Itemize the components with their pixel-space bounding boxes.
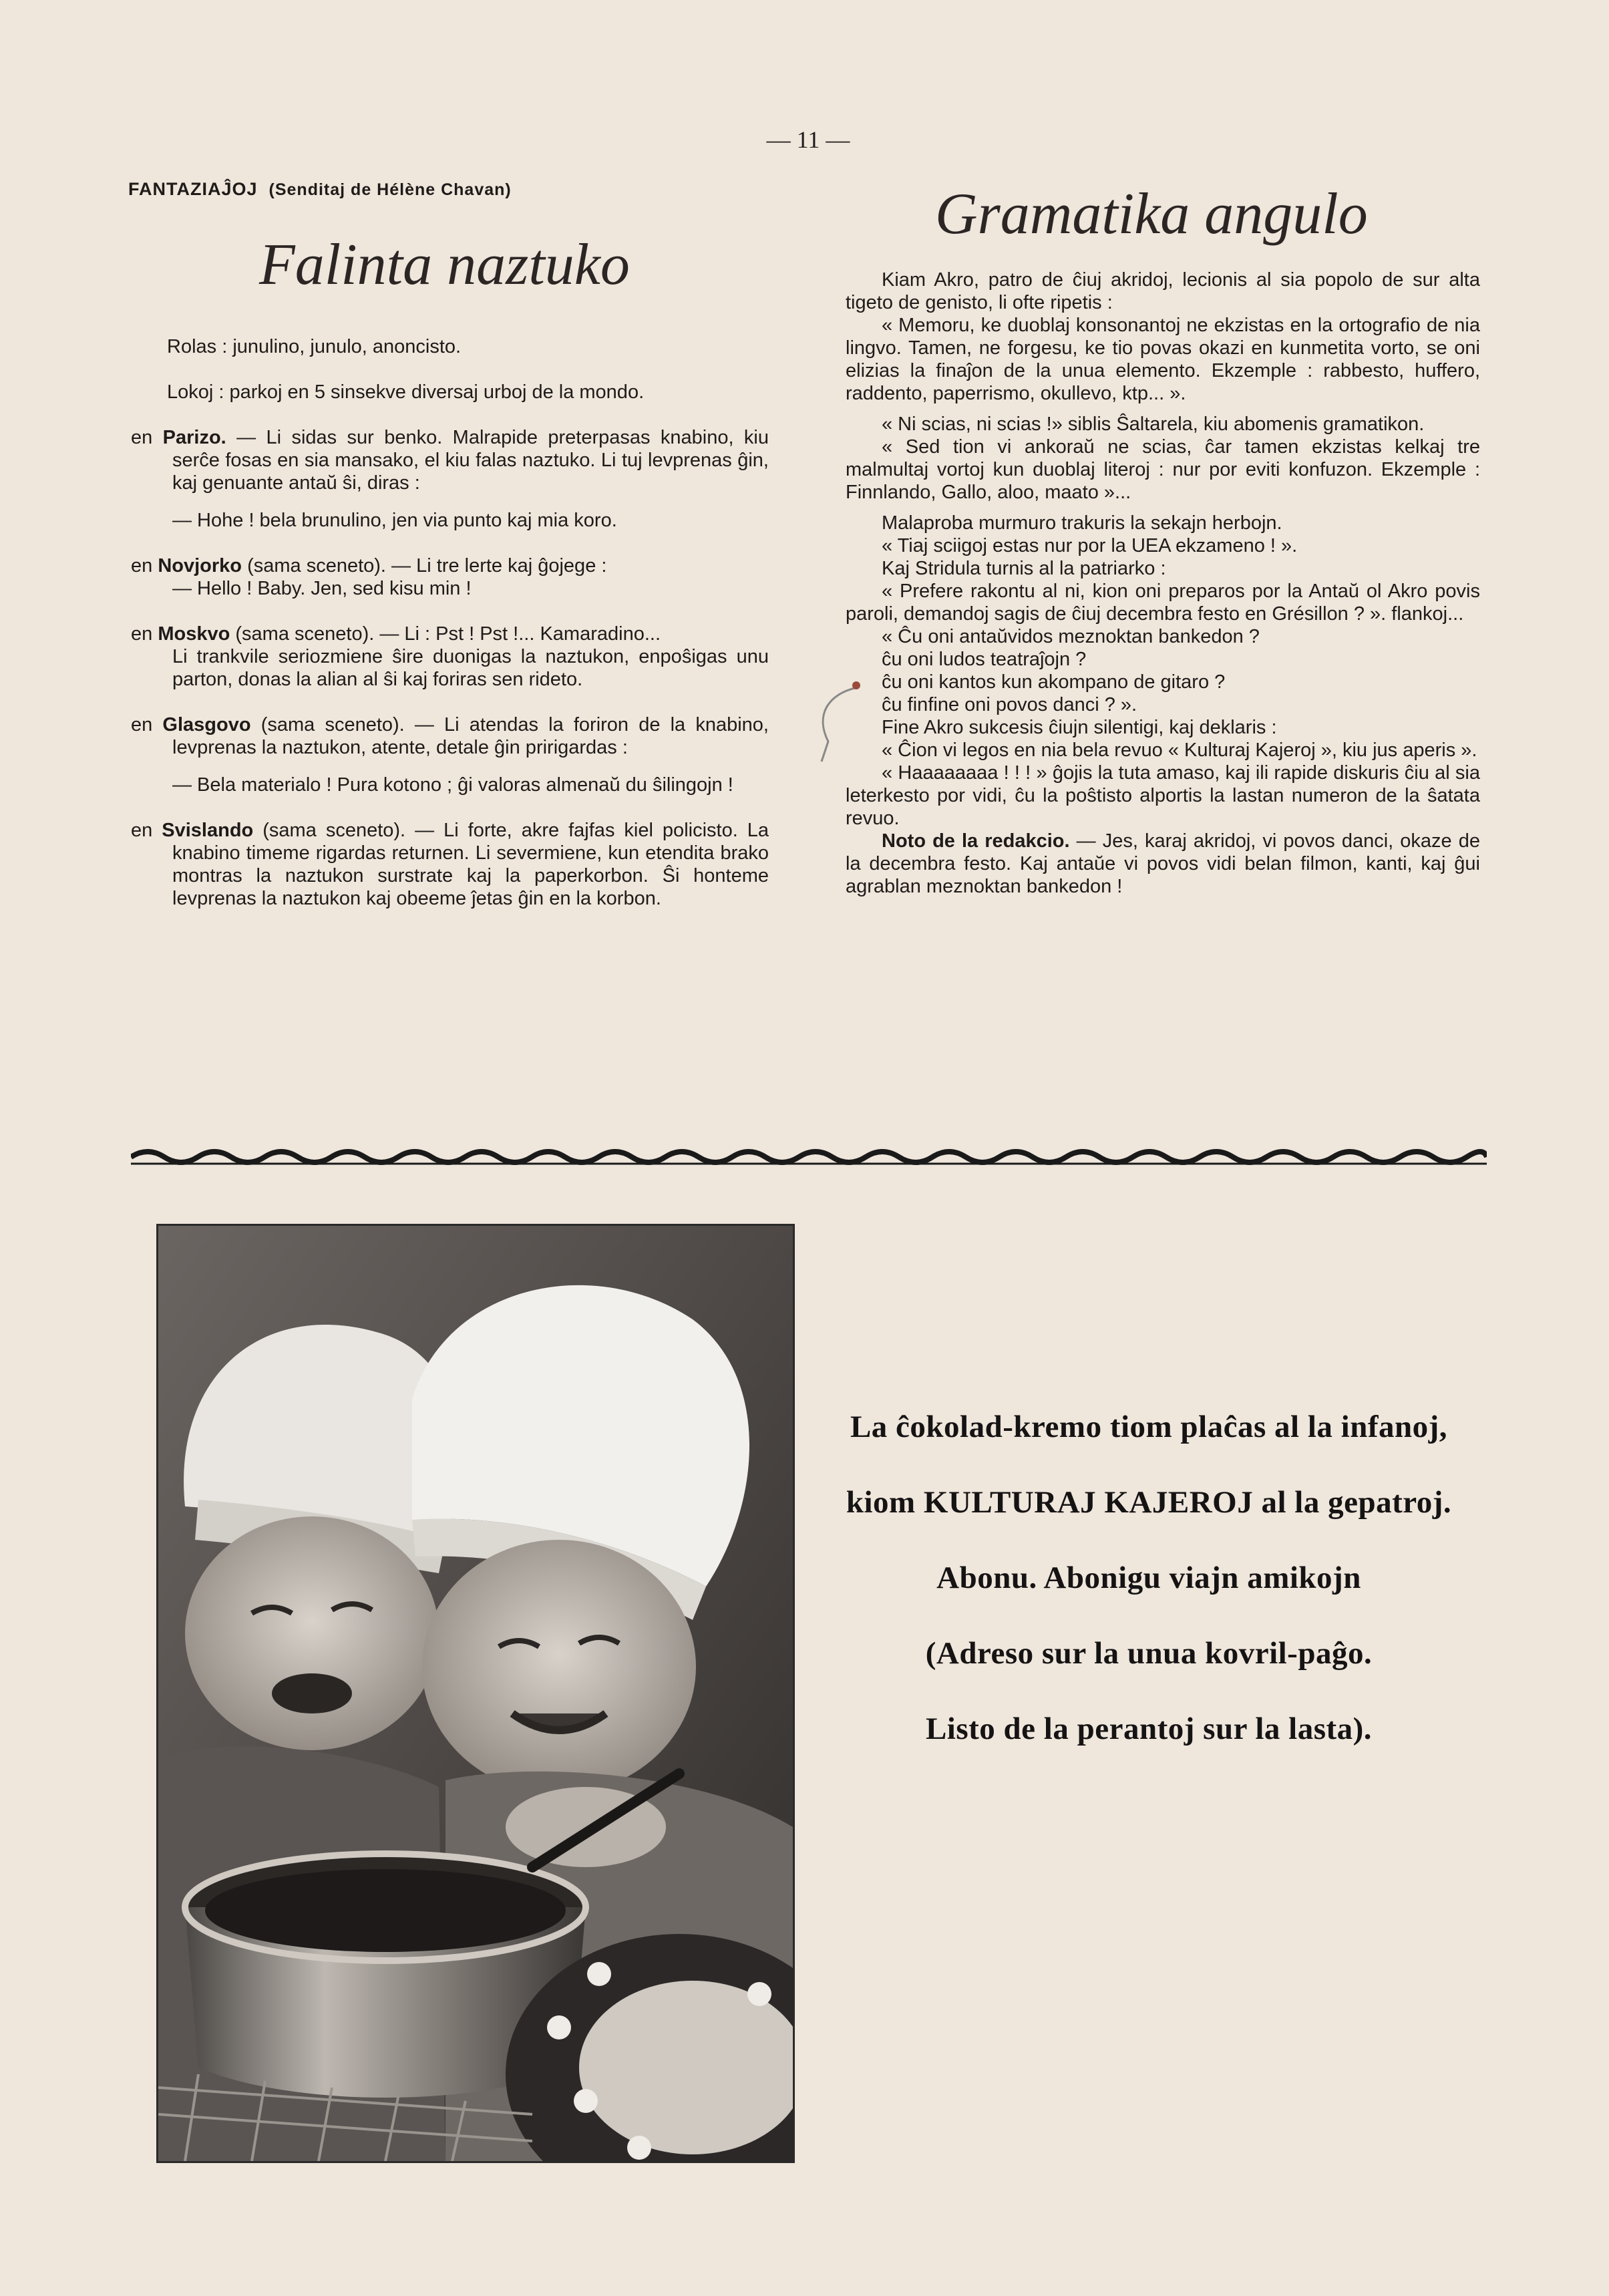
left-article-title: Falinta naztuko <box>259 232 630 297</box>
advert-line: Listo de la perantoj sur la lasta). <box>925 1711 1373 1746</box>
paragraph: Fine Akro sukcesis ĉiujn silentigi, kaj deklaris : <box>882 717 1277 738</box>
paragraph: « Memoru, ke duoblaj konsonantoj ne ekzistas en la ortografio de nia lingvo. Tamen, ne forgesu, ke tio povas okazi en kunmetita vorto, se oni elizias la finaĵon de la unua elemento. Ekzemple : rabbesto, huffero, raddento, paperrismo, okullevo, ktp... ». <box>846 315 1480 404</box>
scene-switzerland <box>131 819 769 910</box>
scene-moscow <box>131 623 769 645</box>
scene-quote: — Hello ! Baby. Jen, sed kisu min ! <box>172 578 472 599</box>
scene-text: (sama sceneto). — Li tre lerte kaj ĝojege : <box>247 555 607 577</box>
wave-divider <box>131 1144 1487 1170</box>
advert-line: Abonu. Abonigu viajn amikojn <box>936 1561 1361 1595</box>
paragraph: Malaproba murmuro trakuris la sekajn herbojn. <box>882 512 1282 534</box>
right-article-title: Gramatika angulo <box>935 182 1368 247</box>
paragraph: « Haaaaaaaa ! ! ! » ĝojis la tuta amaso, kaj ili rapide diskuris ĉiu al sia leterkesto por vidi, ĉu la poŝtisto alportis la lastan numeron de la ŝatata revuo. <box>846 762 1480 829</box>
paragraph: « Ni scias, ni scias !» siblis Ŝaltarela, kiu abomenis gramatikon. <box>882 414 1425 435</box>
scene-text: (sama sceneto). — Li : Pst ! Pst !... Kamaradino... <box>235 623 661 645</box>
scene-city: Glasgovo <box>162 714 251 735</box>
editorial-note <box>846 830 1480 898</box>
page-number: — 11 — <box>766 126 850 153</box>
scene-lead: en <box>131 714 153 735</box>
paragraph: « Ĉu oni antaŭvidos meznoktan bankedon ? <box>882 626 1260 647</box>
paragraph: « Tiaj sciigoj estas nur por la UEA ekzameno ! ». <box>882 535 1298 556</box>
paragraph: Kiam Akro, patro de ĉiuj akridoj, lecionis al sia popolo de sur alta tigeto de genisto, li ofte ripetis : <box>846 269 1480 313</box>
places-line: Lokoj : parkoj en 5 sinsekve diversaj urboj de la mondo. <box>167 381 645 403</box>
kicker-label: FANTAZIAĴOJ <box>128 179 258 199</box>
paragraph: ĉu oni kantos kun akompano de gitaro ? <box>882 671 1226 693</box>
paragraph: « Prefere rakontu al ni, kion oni preparos por la Antaŭ ol Akro povis paroli, demandoj sagis de ĉiuj decembra festo en Grésillon ? ». flankoj... <box>846 581 1480 625</box>
scene-paris <box>131 426 769 494</box>
left-article-body <box>131 335 769 910</box>
paragraph: ĉu finfine oni povos danci ? ». <box>882 694 1137 715</box>
paragraph: « Sed tion vi ankoraŭ ne scias, ĉar tamen ekzistas kelkaj tre malmultaj vortoj kun duoblaj literoj : nur por eviti konfuzon. Ekzemple : Finnlando, Gallo, aloo, maato »... <box>846 436 1480 503</box>
scene-lead: en <box>131 623 153 645</box>
scene-city: Moskvo <box>158 623 230 645</box>
roles-line: Rolas : junulino, junulo, anoncisto. <box>167 336 462 357</box>
scene-lead: en <box>131 555 153 577</box>
scene-quote: — Hohe ! bela brunulino, jen via punto kaj mia koro. <box>172 510 617 531</box>
scene-city: Svislando <box>162 820 254 841</box>
right-article-body <box>846 269 1480 898</box>
advert-line: La ĉokolad-kremo tiom plaĉas al la infanoj, <box>850 1410 1448 1444</box>
paragraph: « Ĉion vi legos en nia bela revuo « Kulturaj Kajeroj », kiu jus aperis ». <box>882 740 1477 761</box>
children-chocolate-photo <box>156 1224 795 2163</box>
photo-illustration <box>158 1226 793 2161</box>
scene-glasgow <box>131 713 769 759</box>
scene-newyork <box>131 554 769 577</box>
subscription-advert <box>775 1389 1523 1767</box>
scene-quote: — Bela materialo ! Pura kotono ; ĝi valoras almenaŭ du ŝilingojn ! <box>172 774 733 796</box>
advert-line: kiom KULTURAJ KAJEROJ al la gepatroj. <box>846 1485 1452 1520</box>
scene-text: — Li sidas sur benko. Malrapide preterpasas knabino, kiu serĉe fosas en sia mansako, el kiu falas naztuko. Li tuj levprenas ĝin, kaj genuante antaŭ ŝi, diras : <box>172 427 769 494</box>
scene-text: (sama sceneto). — Li forte, akre fajfas kiel policisto. La knabino timeme rigardas returnen. Li severmiene, kun etendita brako montras la naztukon surstrate kaj la paperkorbon. Ŝi honteme levprenas la naztukon kaj obeeme ĵetas ĝin en la korbon. <box>172 820 769 909</box>
scene-lead: en <box>131 820 153 841</box>
section-kicker <box>128 179 512 200</box>
kicker-byline: (Senditaj de Hélène Chavan) <box>269 180 512 199</box>
note-label: Noto de la redakcio. <box>882 830 1070 852</box>
paragraph: ĉu oni ludos teatraĵojn ? <box>882 649 1087 670</box>
advert-line: (Adreso sur la unua kovril-paĝo. <box>925 1636 1373 1671</box>
scene-text: (sama sceneto). — Li atendas la foriron de la knabino, levprenas la naztukon, atente, detale ĝin pririgardas : <box>172 714 769 758</box>
paragraph: Kaj Stridula turnis al la patriarko : <box>882 558 1166 579</box>
note-text: — Jes, karaj akridoj, vi povos danci, okaze de la decembra festo. Kaj antaŭe vi povos vidi belan filmon, kanti, kaj ĝui agrablan meznoktan bankedon ! <box>846 830 1480 897</box>
scene-lead: en <box>131 427 153 448</box>
scene-city: Parizo. <box>162 427 226 448</box>
scene-city: Novjorko <box>158 555 242 577</box>
scene-quote: Li trankvile seriozmiene ŝire duonigas la naztukon, enpoŝigas unu parton, donas la alian al ŝi kaj foriras sen rideto. <box>172 646 769 690</box>
pencil-mark <box>801 668 868 775</box>
